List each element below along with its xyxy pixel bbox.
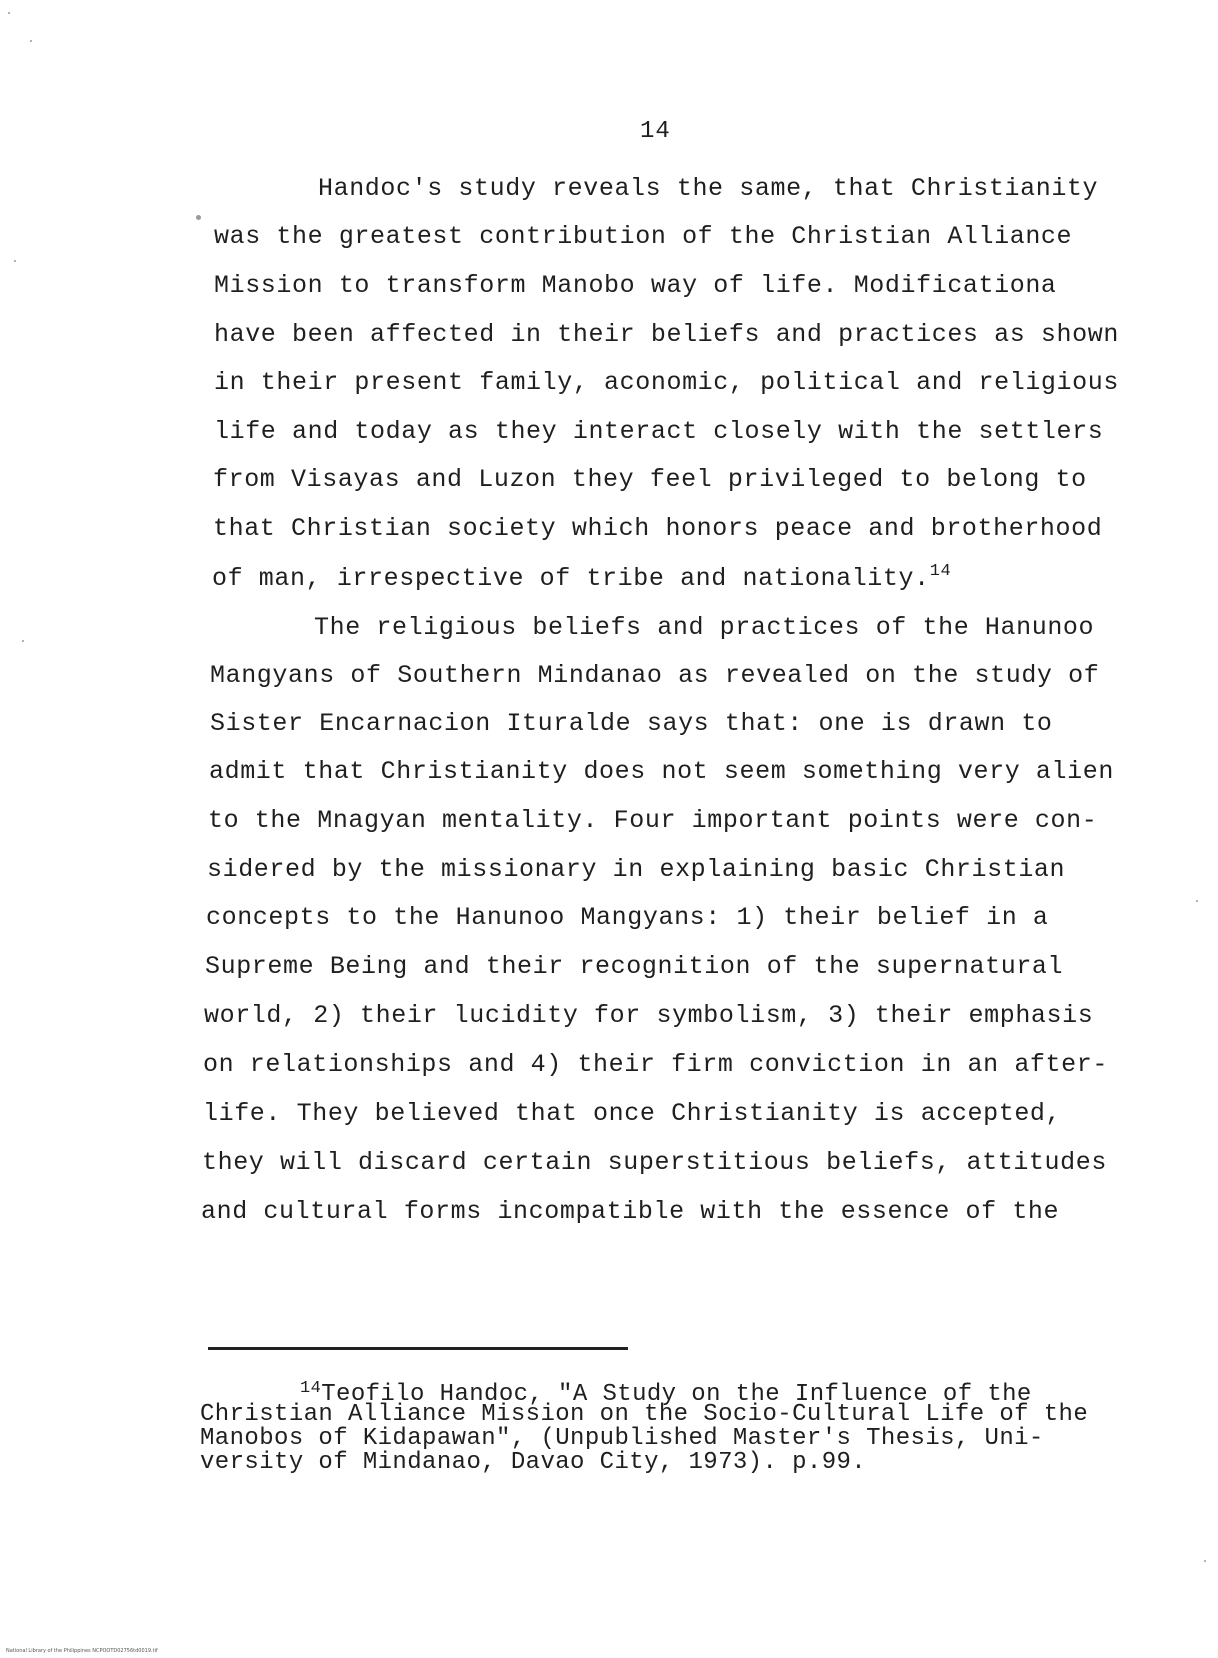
paragraph-1-line-2: was the greatest contribution of the Christian Alliance	[214, 222, 1073, 251]
paragraph-1-line-5: in their present family, aconomic, political and religious	[214, 368, 1119, 397]
footnote-separator	[208, 1347, 628, 1350]
paragraph-2-line-11: life. They believed that once Christianity is accepted,	[203, 1099, 1062, 1128]
scan-speck	[22, 640, 24, 642]
paragraph-1-line-7: from Visayas and Luzon they feel privileged to belong to	[213, 465, 1087, 494]
paragraph-2-line-8: Supreme Being and their recognition of the supernatural	[205, 952, 1064, 981]
scan-footer: National Library of the Philippines NCPOOTD02756td0019.tif	[6, 1648, 158, 1654]
scan-speck	[196, 215, 201, 220]
paragraph-2-line-1: The religious beliefs and practices of the Hanunoo	[314, 613, 1095, 642]
page-number: 14	[640, 118, 671, 145]
paragraph-2-line-12: they will discard certain superstitious beliefs, attitudes	[202, 1148, 1107, 1177]
scan-speck	[1196, 900, 1198, 902]
scan-speck	[30, 40, 32, 42]
scan-speck	[1204, 1560, 1206, 1562]
paragraph-2-line-9: world, 2) their lucidity for symbolism, 3) their emphasis	[204, 1001, 1094, 1030]
scan-speck	[14, 260, 16, 262]
paragraph-2-line-5: to the Mnagyan mentality. Four important points were con-	[208, 806, 1098, 835]
paragraph-1-line-6: life and today as they interact closely with the settlers	[214, 417, 1104, 446]
footnote-line-2: Christian Alliance Mission on the Socio-Cultural Life of the	[200, 1401, 1089, 1428]
footnote-line-3: Manobos of Kidapawan", (Unpublished Master's Thesis, Uni-	[200, 1425, 1044, 1452]
paragraph-2-line-7: concepts to the Hanunoo Mangyans: 1) their belief in a	[206, 903, 1049, 932]
paragraph-1-line-1: Handoc's study reveals the same, that Christianity	[318, 174, 1099, 203]
paragraph-2-line-2: Mangyans of Southern Mindanao as revealed on the study of	[210, 661, 1100, 690]
scan-speck	[8, 12, 10, 14]
paragraph-1-line-9-text: of man, irrespective of tribe and nationality.	[212, 564, 930, 593]
footnote-reference: 14	[929, 562, 952, 581]
footnote-line-4: versity of Mindanao, Davao City, 1973). p.99.	[200, 1449, 867, 1476]
paragraph-1-line-9	[212, 562, 951, 593]
paragraph-2-line-10: on relationships and 4) their firm conviction in an after-	[203, 1050, 1108, 1079]
footnote-marker: 14	[300, 1379, 322, 1398]
paragraph-1-line-3: Mission to transform Manobo way of life. Modificationa	[214, 271, 1057, 300]
paragraph-1-line-8: that Christian society which honors peace and brotherhood	[213, 514, 1103, 543]
paragraph-2-line-6: sidered by the missionary in explaining basic Christian	[207, 855, 1066, 884]
paragraph-2-line-4: admit that Christianity does not seem something very alien	[209, 757, 1114, 786]
paragraph-2-line-3: Sister Encarnacion Ituralde says that: one is drawn to	[210, 709, 1053, 738]
footnote-line-1-text: Teofilo Handoc, "A Study on the Influence of the	[321, 1381, 1032, 1408]
paragraph-1-line-4: have been affected in their beliefs and practices as shown	[214, 320, 1119, 349]
paragraph-2-line-13: and cultural forms incompatible with the essence of the	[201, 1197, 1060, 1226]
